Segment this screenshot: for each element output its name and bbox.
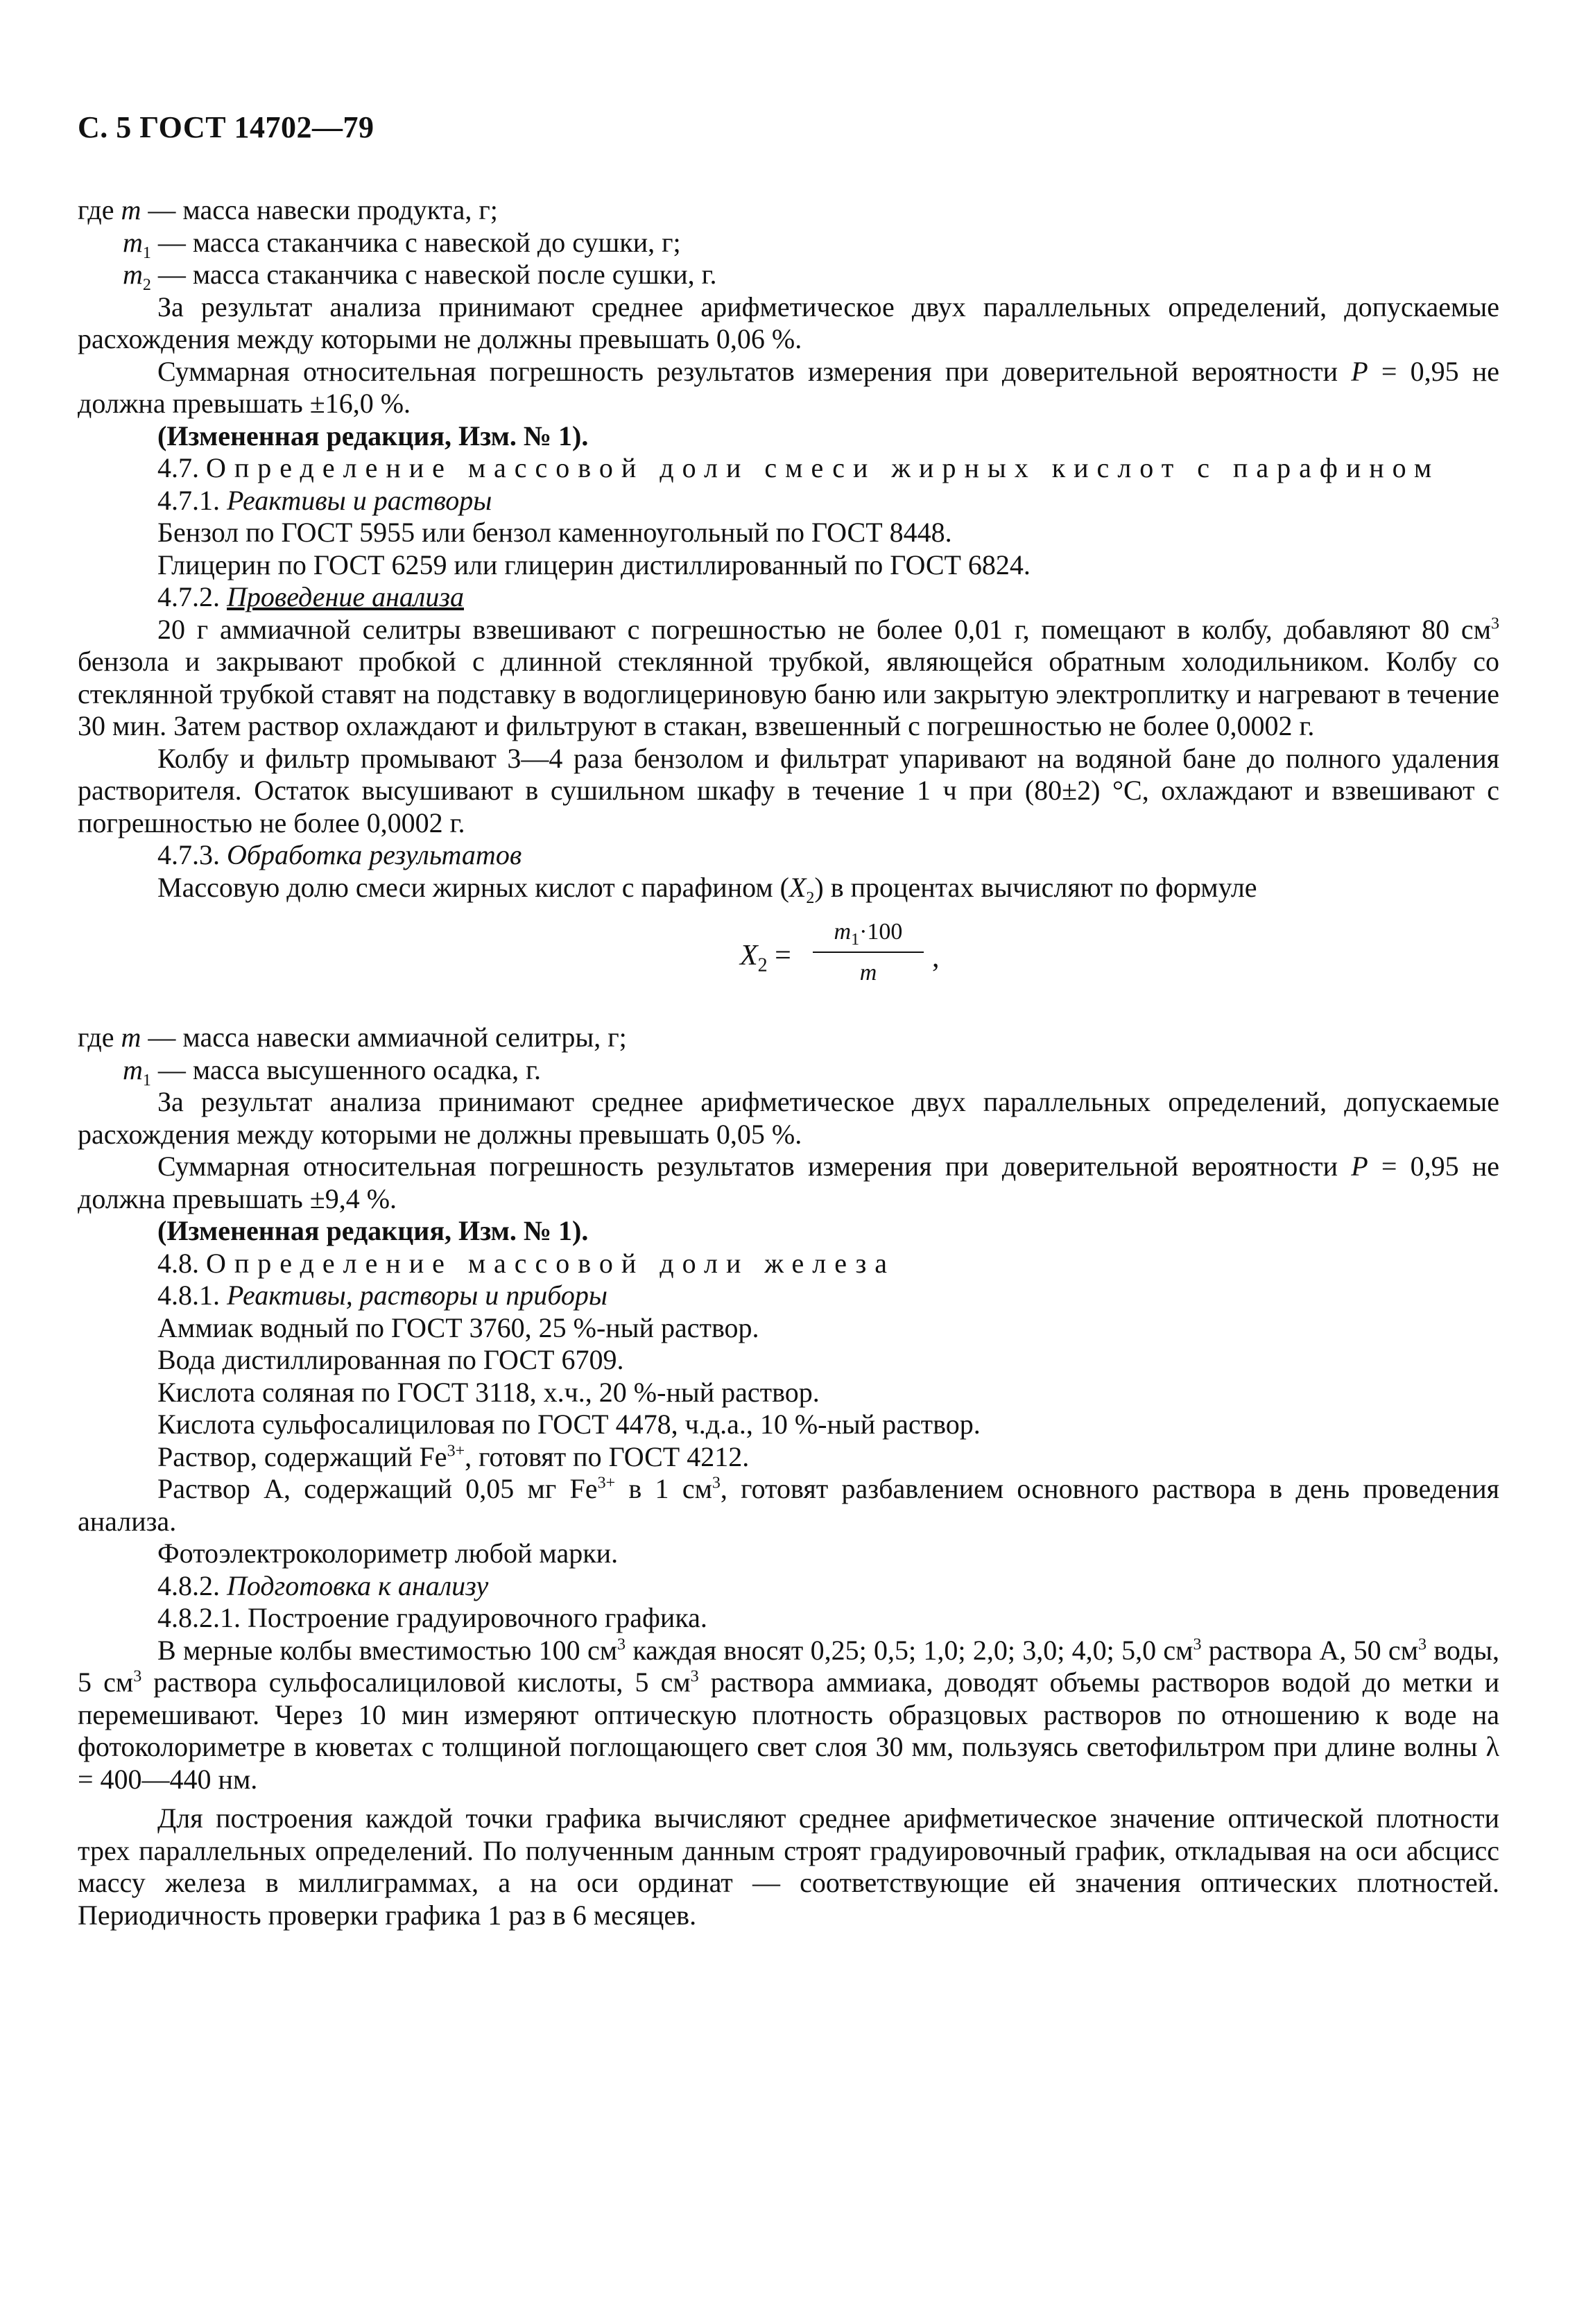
section-number: 4.7.2. bbox=[157, 581, 227, 612]
section-heading bbox=[78, 452, 1499, 485]
subsection-title: Реактивы, растворы и приборы bbox=[227, 1280, 607, 1311]
text: Суммарная относительная погрешность результатов измерения при доверительной вероятности bbox=[157, 355, 1352, 387]
section-number: 4.7.3. bbox=[157, 839, 227, 870]
text: — масса стаканчика с навеской после сушки, г. bbox=[150, 259, 717, 290]
definition-m1 bbox=[78, 1053, 1499, 1090]
definition-m bbox=[78, 194, 1499, 227]
text: где bbox=[78, 1022, 121, 1053]
var-X: X bbox=[788, 871, 807, 903]
var-m: m bbox=[123, 1053, 143, 1085]
formula bbox=[78, 904, 1499, 1022]
section-number: 4.8.1. bbox=[157, 1280, 227, 1311]
paragraph: Вода дистиллированная по ГОСТ 6709. bbox=[157, 1344, 624, 1375]
paragraph bbox=[78, 1473, 1499, 1538]
paragraph: Кислота сульфосалициловая по ГОСТ 4478, ч.д.а., 10 %-ный раствор. bbox=[157, 1409, 981, 1440]
text: каждая вносят 0,25; 0,5; 1,0; 2,0; 3,0; 4,0; 5,0 см bbox=[626, 1634, 1193, 1666]
var-m: m bbox=[123, 259, 143, 290]
paragraph bbox=[78, 1441, 1499, 1474]
section-number: 4.7. bbox=[157, 452, 206, 483]
text: = 0,95 не должна превышать ±9,4 %. bbox=[78, 1151, 1500, 1214]
text: ·100 bbox=[859, 919, 903, 945]
subsection-heading bbox=[78, 1570, 1499, 1603]
paragraph: Для построения каждой точки графика вычисляют среднее арифметическое значение оптической плотности трех параллельных определений. По полученным данным строят градуировочный график, откладывая на оси абсцисс массу железа в миллиграммах, а на оси ординат — соответствующие ей значения оптических плотностей. Периодичность проверки графика 1 раз в 6 месяцев. bbox=[78, 1802, 1499, 1931]
text: в 1 см bbox=[615, 1473, 712, 1504]
paragraph: Глицерин по ГОСТ 6259 или глицерин дистиллированный по ГОСТ 6824. bbox=[157, 549, 1031, 580]
paragraph: Фотоэлектроколориметр любой марки. bbox=[157, 1538, 619, 1569]
section-number: 4.7.1. bbox=[157, 484, 227, 516]
page-header: С. 5 ГОСТ 14702—79 bbox=[78, 110, 374, 144]
superscript: 3 bbox=[133, 1667, 142, 1686]
paragraph: Аммиак водный по ГОСТ 3760, 25 %-ный раствор. bbox=[157, 1311, 759, 1343]
definition-m1 bbox=[78, 226, 1499, 262]
text: В мерные колбы вместимостью 100 см bbox=[157, 1634, 618, 1666]
formula-lhs bbox=[740, 940, 791, 976]
paragraph bbox=[78, 614, 1499, 743]
paragraph: За результат анализа принимают среднее арифметическое двух параллельных определений, допускаемые расхождения между которыми не должны превышать 0,05 %. bbox=[78, 1086, 1499, 1150]
text: раствора А, 50 см bbox=[1201, 1634, 1419, 1666]
text: Суммарная относительная погрешность результатов измерения при доверительной вероятности bbox=[157, 1151, 1352, 1182]
subsection-heading bbox=[78, 1280, 1499, 1312]
paragraph: Бензол по ГОСТ 5955 или бензол каменноугольный по ГОСТ 8448. bbox=[157, 517, 952, 548]
paragraph: 4.8.2.1. Построение градуировочного графика. bbox=[157, 1602, 707, 1633]
text: = 0,95 не должна превышать ±16,0 %. bbox=[78, 355, 1500, 419]
var-P: P bbox=[1351, 1151, 1368, 1182]
text: раствора аммиака, доводят объемы растворов водой до метки и перемешивают. Через 10 мин измеряют оптическую плотность образцовых растворов по отношению к воде на фотоколориметре в кюветах с толщиной поглощающего свет слоя 30 мм, пользуясь светофильтром при длине волны λ = 400—440 нм. bbox=[78, 1667, 1499, 1795]
paragraph: Колбу и фильтр промывают 3—4 раза бензолом и фильтрат упаривают на водяной бане до полного удаления растворителя. Остаток высушивают в сушильном шкафу в течение 1 ч при (80±2) °С, охлаждают и взвешивают с погрешностью не более 0,0002 г. bbox=[78, 742, 1499, 838]
amendment-note: (Измененная редакция, Изм. № 1). bbox=[157, 1215, 589, 1246]
subsection-title: Обработка результатов bbox=[227, 839, 522, 870]
paragraph bbox=[78, 1151, 1499, 1215]
subscript: 1 bbox=[142, 1071, 151, 1090]
paragraph bbox=[78, 356, 1499, 420]
superscript: 3 bbox=[712, 1474, 721, 1492]
section-number: 4.8.2. bbox=[157, 1569, 227, 1601]
text: Раствор, содержащий Fe bbox=[157, 1440, 447, 1472]
text: бензола и закрывают пробкой с длинной стеклянной трубкой, являющейся обратным холодильником. Колбу со стеклянной трубкой ставят на подставку в водоглицериновую баню или закрытую электроплитку и нагревают в течение 30 мин. Затем раствор охлаждают и фильтруют в стакан, взвешенный с погрешностью не более 0,0002 г. bbox=[78, 646, 1499, 741]
section-title: Определение массовой доли смеси жирных кислот с парафином bbox=[206, 452, 1440, 483]
superscript: 3 bbox=[690, 1667, 699, 1686]
subscript: 2 bbox=[142, 276, 151, 294]
text: ) в процентах вычисляют по формуле bbox=[814, 871, 1257, 903]
text: — масса навески аммиачной селитры, г; bbox=[141, 1022, 627, 1053]
superscript: 3+ bbox=[597, 1474, 616, 1492]
text: раствора сульфосалициловой кислоты, 5 см bbox=[141, 1667, 691, 1698]
amendment-note: (Измененная редакция, Изм. № 1). bbox=[157, 420, 589, 451]
subsection-heading bbox=[78, 581, 1499, 614]
paragraph: За результат анализа принимают среднее арифметическое двух параллельных определений, допускаемые расхождения между которыми не должны превышать 0,06 %. bbox=[78, 291, 1499, 354]
subsection-heading bbox=[78, 485, 1499, 517]
section-title: Определение массовой доли железа bbox=[206, 1247, 896, 1279]
subscript: 1 bbox=[851, 930, 860, 949]
subsection-heading bbox=[78, 839, 1499, 872]
var-m: m bbox=[121, 1022, 141, 1053]
formula-fraction bbox=[813, 916, 924, 989]
definition-m bbox=[78, 1022, 1499, 1054]
paragraph bbox=[78, 1635, 1499, 1796]
text: , готовят по ГОСТ 4212. bbox=[465, 1440, 750, 1472]
var-m: m bbox=[121, 194, 141, 225]
text: воды, 5 см bbox=[78, 1634, 1500, 1698]
superscript: 3+ bbox=[447, 1442, 465, 1461]
superscript: 3 bbox=[1418, 1635, 1427, 1654]
subsection-title: Проведение анализа bbox=[227, 581, 464, 612]
var-X: X bbox=[740, 940, 758, 972]
document-body bbox=[78, 194, 1499, 1931]
paragraph bbox=[78, 871, 1499, 907]
var-m: m bbox=[123, 226, 143, 258]
text: Раствор А, содержащий 0,05 мг Fe bbox=[157, 1473, 598, 1504]
section-number: 4.8. bbox=[157, 1247, 206, 1279]
formula-comma: , bbox=[932, 942, 940, 974]
superscript: 3 bbox=[1193, 1635, 1202, 1654]
denominator: m bbox=[859, 959, 877, 985]
equals-sign: = bbox=[767, 940, 791, 972]
text: — масса навески продукта, г; bbox=[141, 194, 498, 225]
text: , готовят разбавлением основного раствора в день проведения анализа. bbox=[78, 1473, 1499, 1537]
text: — масса стаканчика с навеской до сушки, г; bbox=[150, 226, 681, 258]
subscript: 2 bbox=[757, 954, 768, 976]
subsection-title: Подготовка к анализу bbox=[227, 1569, 489, 1601]
text: — масса высушенного осадка, г. bbox=[150, 1053, 542, 1085]
numerator bbox=[813, 916, 924, 953]
text: Массовую долю смеси жирных кислот с парафином ( bbox=[157, 871, 789, 903]
definition-m2 bbox=[78, 259, 1499, 294]
subscript: 1 bbox=[142, 243, 151, 262]
var-P: P bbox=[1351, 355, 1368, 387]
superscript: 3 bbox=[617, 1635, 626, 1654]
var-m: m bbox=[834, 919, 852, 945]
paragraph: Кислота соляная по ГОСТ 3118, х.ч., 20 %-ный раствор. bbox=[157, 1376, 820, 1408]
superscript: 3 bbox=[1491, 614, 1499, 633]
section-heading bbox=[78, 1248, 1499, 1280]
subscript: 2 bbox=[806, 888, 815, 907]
subsection-title: Реактивы и растворы bbox=[227, 484, 492, 516]
text: где bbox=[78, 194, 121, 225]
text: 20 г аммиачной селитры взвешивают с погрешностью не более 0,01 г, помещают в колбу, добавляют 80 см bbox=[157, 613, 1491, 645]
